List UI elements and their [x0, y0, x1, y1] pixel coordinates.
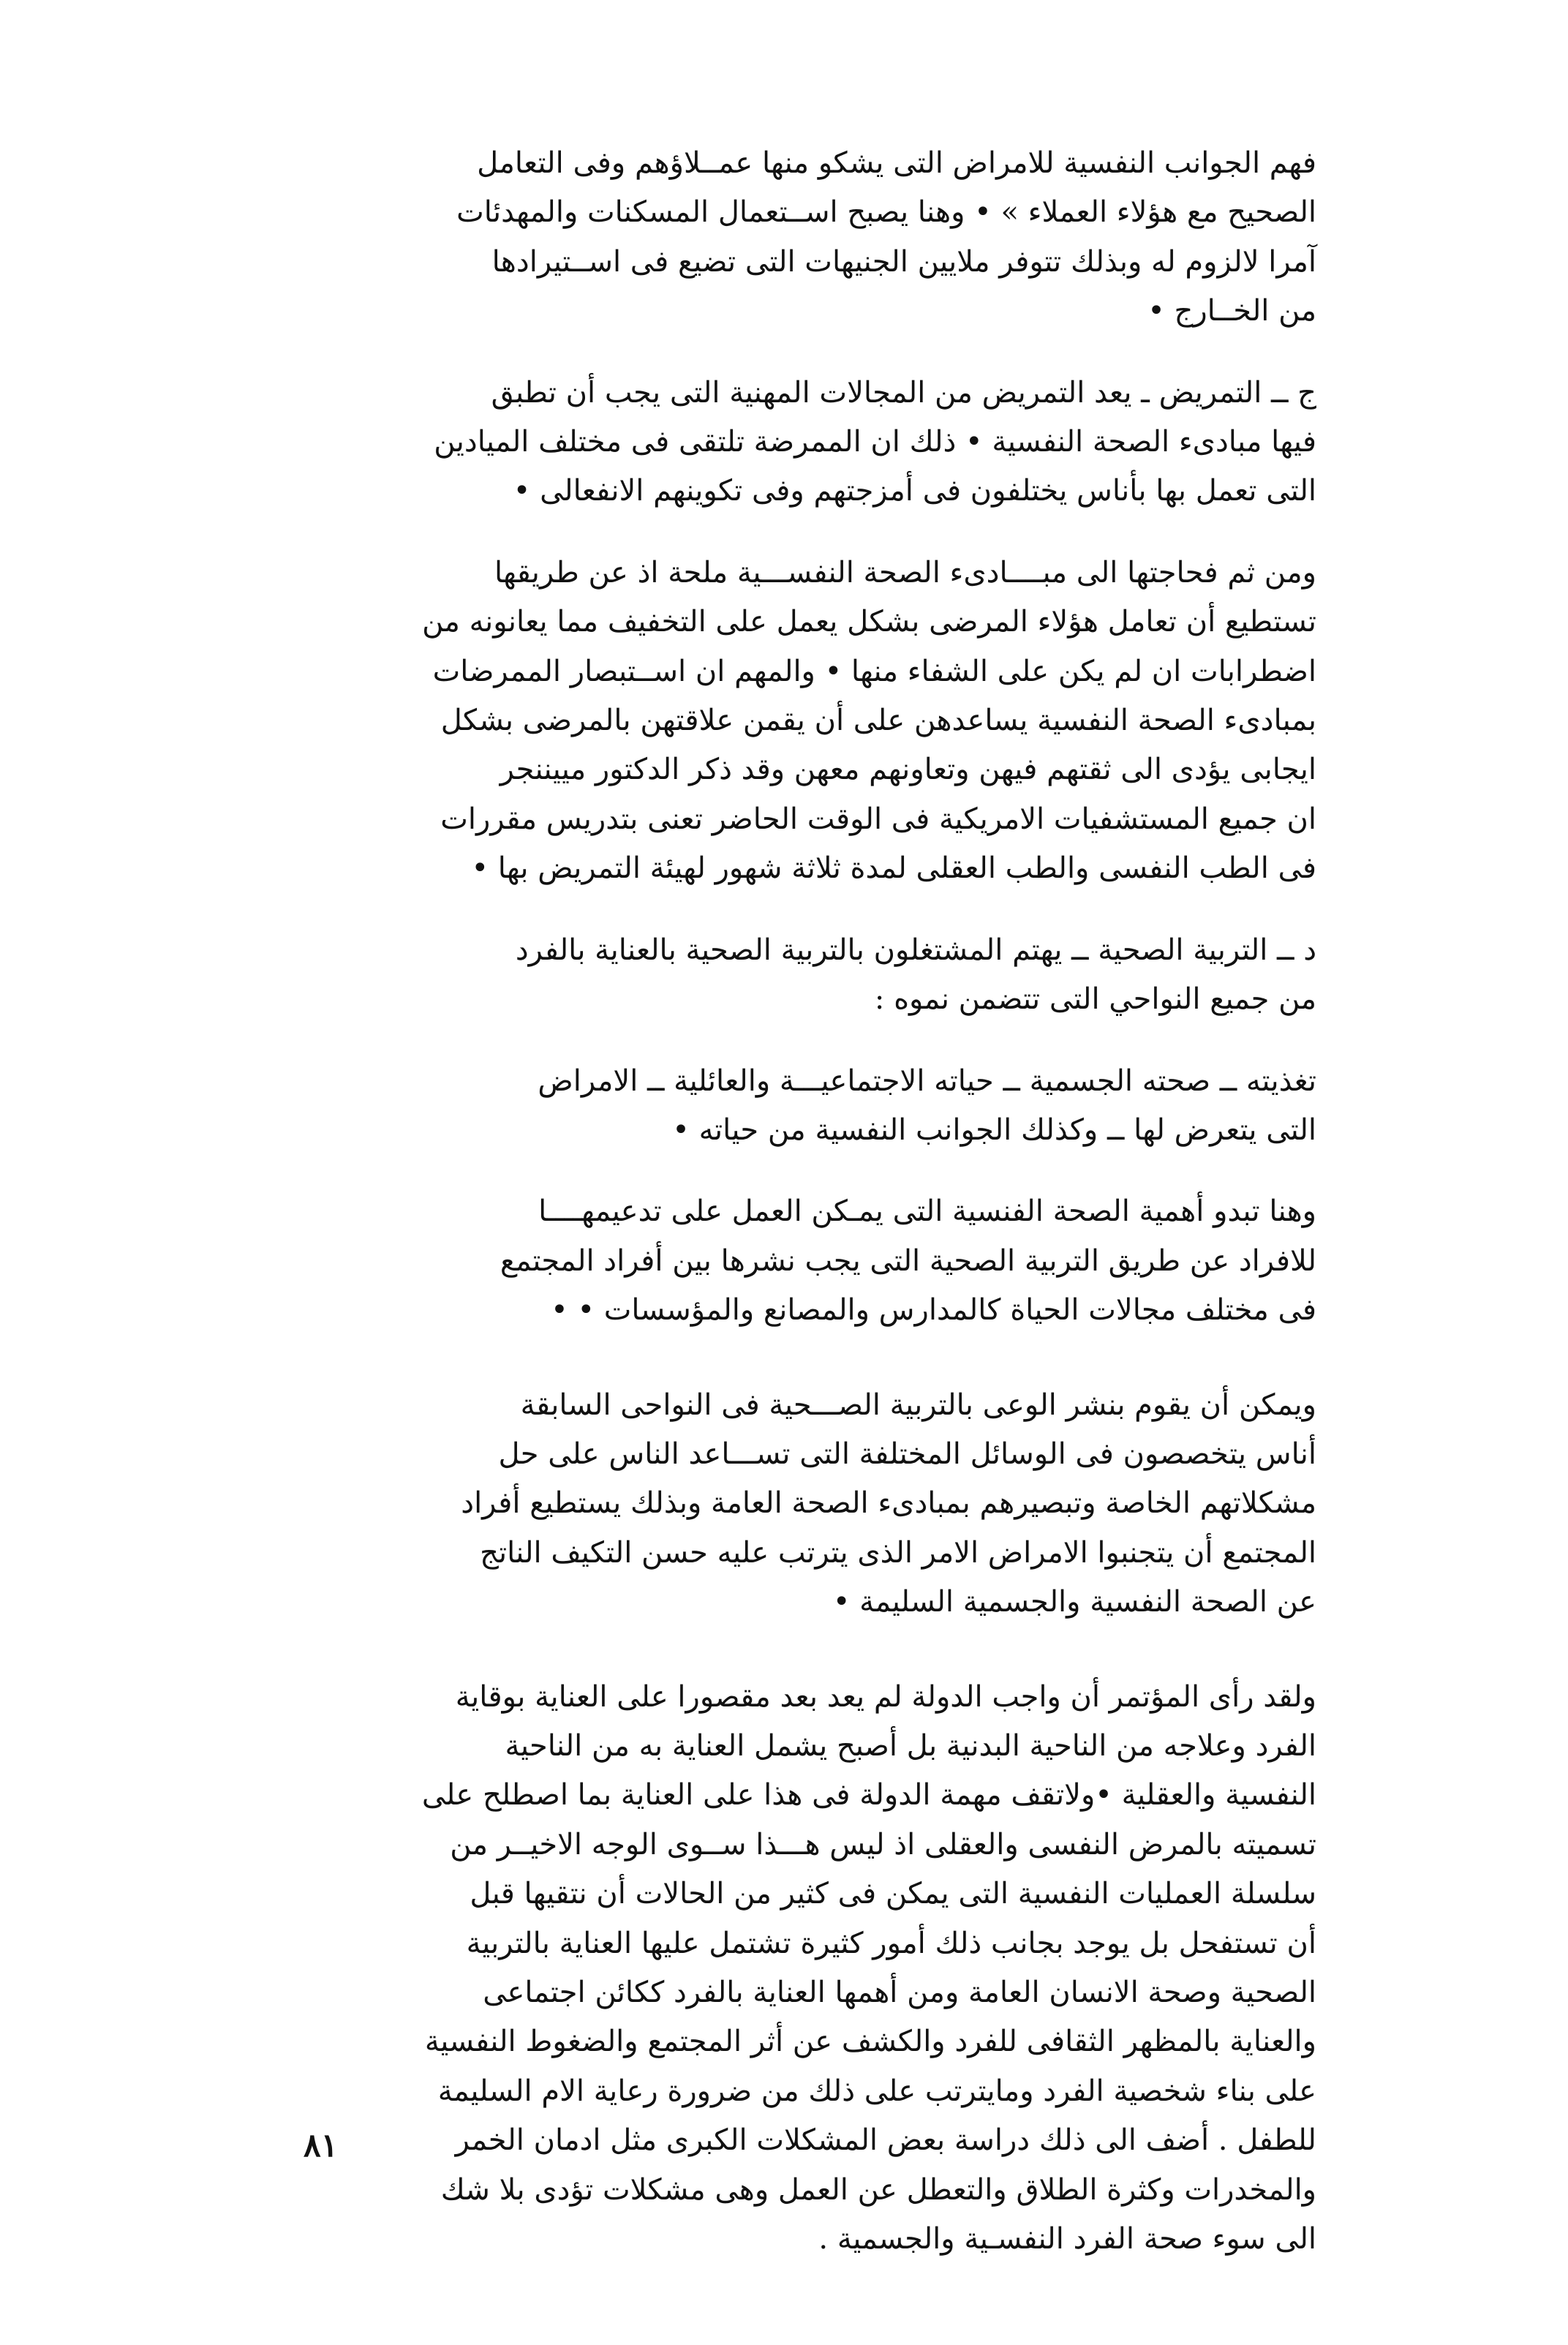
paragraph-psychological-aspects: فهم الجوانب النفسية للامراض التى يشكو منها عمــلاؤهم وفى التعامل الصحيح مع هؤلاء العملاء » • وهنا يصبح اســتعمال المسكنات والمهدئات آمرا لالزوم له وبذلك تتوفر ملايين الجنيهات التى تضيع فى اســتيرادها من الخــارج • — [456, 146, 1316, 328]
paragraph-health-education-list: تغذيته ــ صحته الجسمية ــ حياته الاجتماعيـــة والعائلية ــ الامراض التى يتعرض لها ــ وكذلك الجوانب النفسية من حياته • — [538, 1064, 1316, 1147]
paragraph-nursing-needs: ومن ثم فحاجتها الى مبــــادىء الصحة النفســـية ملحة اذ عن طريقها تستطيع أن تعامل هؤلاء المرضى بشكل يعمل على التخفيف مما يعانونه من اضطرابات ان لم يكن على الشفاء منها • والمهم ان اســتبصار الممرضات بمبادىء الصحة النفسية يساعدهن على أن يقمن علاقتهن بالمرضى بشكل ايجابى يؤدى الى ثقتهم فيهن وتعاونهم معهن وقد ذكر الدكتور مييننجر ان جميع المستشفيات الامريكية فى الوقت الحاضر تعنى بتدريس مقررات فى الطب النفسى والطب العقلى لمدة ثلاثة شهور لهيئة التمريض بها • — [422, 555, 1316, 886]
paragraph-mental-health-importance: وهنا تبدو أهمية الصحة الفنسية التى يمـكن العمل على تدعيمهــــا للافراد عن طريق التربية الصحية التى يجب نشرها بين أفراد المجتمع فى مختلف مجالات الحياة كالمدارس والمصانع والمؤسسات • • — [500, 1194, 1316, 1328]
paragraph-health-education: د ــ التربية الصحية ــ يهتم المشتغلون بالتربية الصحية بالعناية بالفرد من جميع النواحي التى تتضمن نموه : — [515, 933, 1316, 1017]
paragraph-awareness: ويمكن أن يقوم بنشر الوعى بالتربية الصـــحية فى النواحى السابقة أناس يتخصصون فى الوسائل المختلفة التى تســـاعد الناس على حل مشكلاتهم الخاصة وتبصيرهم بمبادىء الصحة العامة وبذلك يستطيع أفراد المجتمع أن يتجنبوا الامراض الامر الذى يترتب عليه حسن التكيف الناتج عن الصحة النفسية والجسمية السليمة • — [461, 1388, 1316, 1619]
page-number: ٨١ — [304, 2127, 339, 2164]
document-body — [263, 139, 1316, 2300]
paragraph-conference: ولقد رأى المؤتمر أن واجب الدولة لم يعد بعد مقصورا على العناية بوقاية الفرد وعلاجه من الناحية البدنية بل أصبح يشمل العناية به من الناحية النفسية والعقلية •ولاتقف مهمة الدولة فى هذا على العناية بما اصطلح على تسميته بالمرض النفسى والعقلى اذ ليس هـــذا ســوى الوجه الاخيــر من سلسلة العمليات النفسية التى يمكن فى كثير من الحالات أن نتقيها قبل أن تستفحل بل يوجد بجانب ذلك أمور كثيرة تشتمل عليها العناية بالتربية الصحية وصحة الانسان العامة ومن أهمها العناية بالفرد ككائن اجتماعى والعناية بالمظهر الثقافى للفرد والكشف عن أثر المجتمع والضغوط النفسية على بناء شخصية الفرد ومايترتب على ذلك من ضرورة رعاية الام السليمة للطفل . أضف الى ذلك دراسة بعض المشكلات الكبرى مثل ادمان الخمر والمخدرات وكثرة الطلاق والتعطل عن العمل وهى مشكلات تؤدى بلا شك الى سوء صحة الفرد النفسـية والجسمية . — [421, 1679, 1316, 2256]
paragraph-nursing: ج ــ التمريض ـ يعد التمريض من المجالات المهنية التى يجب أن تطبق فيها مبادىء الصحة النفسية • ذلك ان الممرضة تلتقى فى مختلف الميادين التى تعمل بها بأناس يختلفون فى أمزجتهم وفى تكوينهم الانفعالى • — [434, 375, 1316, 508]
